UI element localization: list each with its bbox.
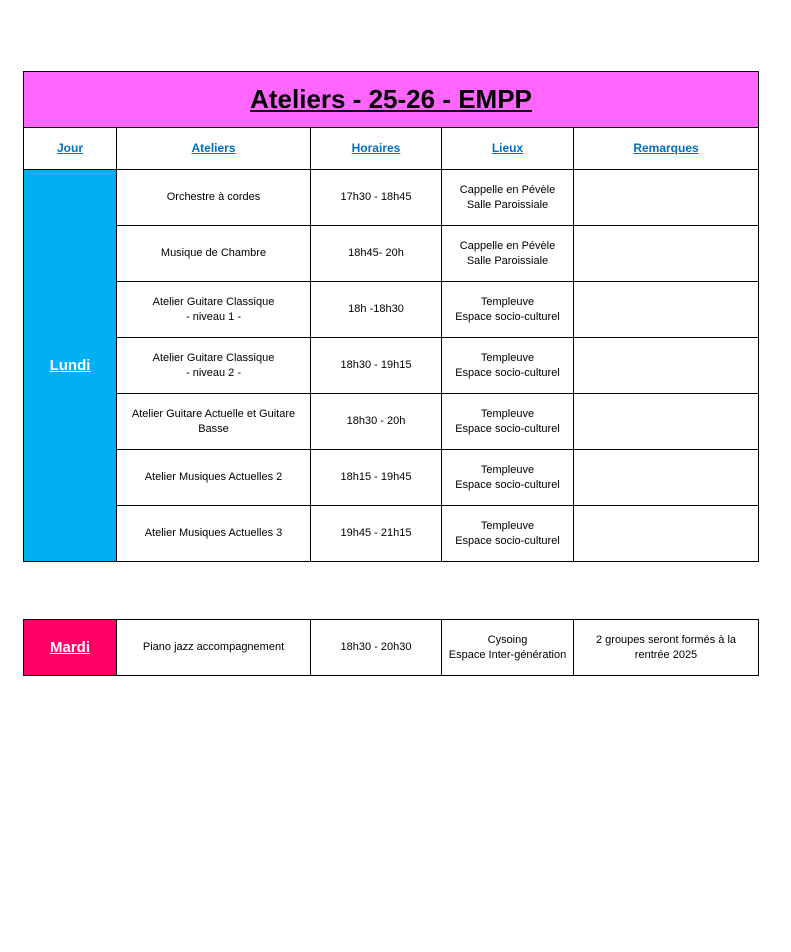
lieu-cell: [442, 338, 574, 394]
lieu-cell-line: Espace socio-culturel: [455, 534, 560, 547]
table-row: [24, 394, 759, 450]
lieu-cell: [442, 394, 574, 450]
atelier-cell-line: Atelier Guitare Classique: [152, 351, 275, 364]
lieu-cell: [442, 226, 574, 282]
lieu-cell-line: Salle Paroissiale: [466, 198, 549, 211]
atelier-cell: [117, 338, 311, 394]
lieu-cell-line: Templeuve: [480, 463, 535, 476]
lieu-cell-line: Templeuve: [480, 295, 535, 308]
table-row: [24, 226, 759, 282]
atelier-cell-line: Atelier Musiques Actuelles 2: [144, 471, 283, 483]
page-title: Ateliers - 25-26 - EMPP: [24, 72, 759, 128]
horaire-cell: 18h -18h30: [311, 282, 442, 338]
lieu-cell: [442, 506, 574, 562]
horaire-cell: 19h45 - 21h15: [311, 506, 442, 562]
atelier-cell-line: Musique de Chambre: [160, 247, 267, 259]
header-horaires: Horaires: [311, 128, 442, 170]
atelier-cell: [117, 620, 311, 676]
lieu-cell-line: Cysoing: [487, 633, 528, 646]
horaire-cell: 18h30 - 20h30: [311, 620, 442, 676]
schedule-table: [23, 71, 759, 562]
atelier-cell: [117, 450, 311, 506]
remarque-cell: [574, 282, 759, 338]
atelier-cell-line: Atelier Guitare Actuelle et Guitare: [131, 407, 296, 420]
atelier-cell: [117, 226, 311, 282]
lieu-cell-line: Cappelle en Pévèle: [459, 183, 556, 196]
lieu-cell: [442, 170, 574, 226]
lieu-cell-line: Espace socio-culturel: [455, 422, 560, 435]
lieu-cell-line: Espace socio-culturel: [455, 310, 560, 323]
atelier-cell-line: Piano jazz accompagnement: [142, 641, 285, 653]
lieu-cell: [442, 450, 574, 506]
day-cell-lundi: Lundi: [24, 170, 117, 562]
atelier-cell-line: Atelier Musiques Actuelles 3: [144, 527, 283, 539]
remarque-cell: [574, 170, 759, 226]
remarque-cell: 2 groupes seront formés à la rentrée 2025: [574, 620, 759, 676]
lieu-cell: [442, 282, 574, 338]
table-row: [24, 170, 759, 226]
mardi-table: [23, 619, 759, 676]
horaire-cell: 18h30 - 19h15: [311, 338, 442, 394]
day-cell-mardi: Mardi: [24, 620, 117, 676]
table-row: [24, 450, 759, 506]
remarque-cell: [574, 450, 759, 506]
lieu-cell-line: Templeuve: [480, 519, 535, 532]
lieu-cell-line: Templeuve: [480, 407, 535, 420]
remarque-cell: [574, 506, 759, 562]
horaire-cell: 18h30 - 20h: [311, 394, 442, 450]
remarque-cell: [574, 226, 759, 282]
header-ateliers: Ateliers: [117, 128, 311, 170]
atelier-cell-line: Basse: [198, 422, 229, 435]
atelier-cell-line: Orchestre à cordes: [166, 191, 261, 203]
remarque-cell: [574, 338, 759, 394]
lieu-cell-line: Espace socio-culturel: [455, 478, 560, 491]
lieu-cell: [442, 620, 574, 676]
atelier-cell-line: Atelier Guitare Classique: [152, 295, 275, 308]
lieu-cell-line: Cappelle en Pévèle: [459, 239, 556, 252]
atelier-cell-line: - niveau 2 -: [185, 366, 242, 379]
lieu-cell-line: Espace Inter-génération: [448, 648, 567, 661]
horaire-cell: 18h45- 20h: [311, 226, 442, 282]
atelier-cell: [117, 282, 311, 338]
atelier-cell: [117, 170, 311, 226]
atelier-cell: [117, 506, 311, 562]
header-jour: Jour: [24, 128, 117, 170]
horaire-cell: 17h30 - 18h45: [311, 170, 442, 226]
table-row: [24, 506, 759, 562]
header-lieux: Lieux: [442, 128, 574, 170]
table-header-row: [24, 128, 759, 170]
lieu-cell-line: Salle Paroissiale: [466, 254, 549, 267]
table-row: [24, 338, 759, 394]
atelier-cell: [117, 394, 311, 450]
header-remarques: Remarques: [574, 128, 759, 170]
lieu-cell-line: Espace socio-culturel: [455, 366, 560, 379]
table-row: [24, 282, 759, 338]
atelier-cell-line: - niveau 1 -: [185, 310, 242, 323]
table-row: [24, 620, 759, 676]
horaire-cell: 18h15 - 19h45: [311, 450, 442, 506]
lieu-cell-line: Templeuve: [480, 351, 535, 364]
remarque-cell: [574, 394, 759, 450]
